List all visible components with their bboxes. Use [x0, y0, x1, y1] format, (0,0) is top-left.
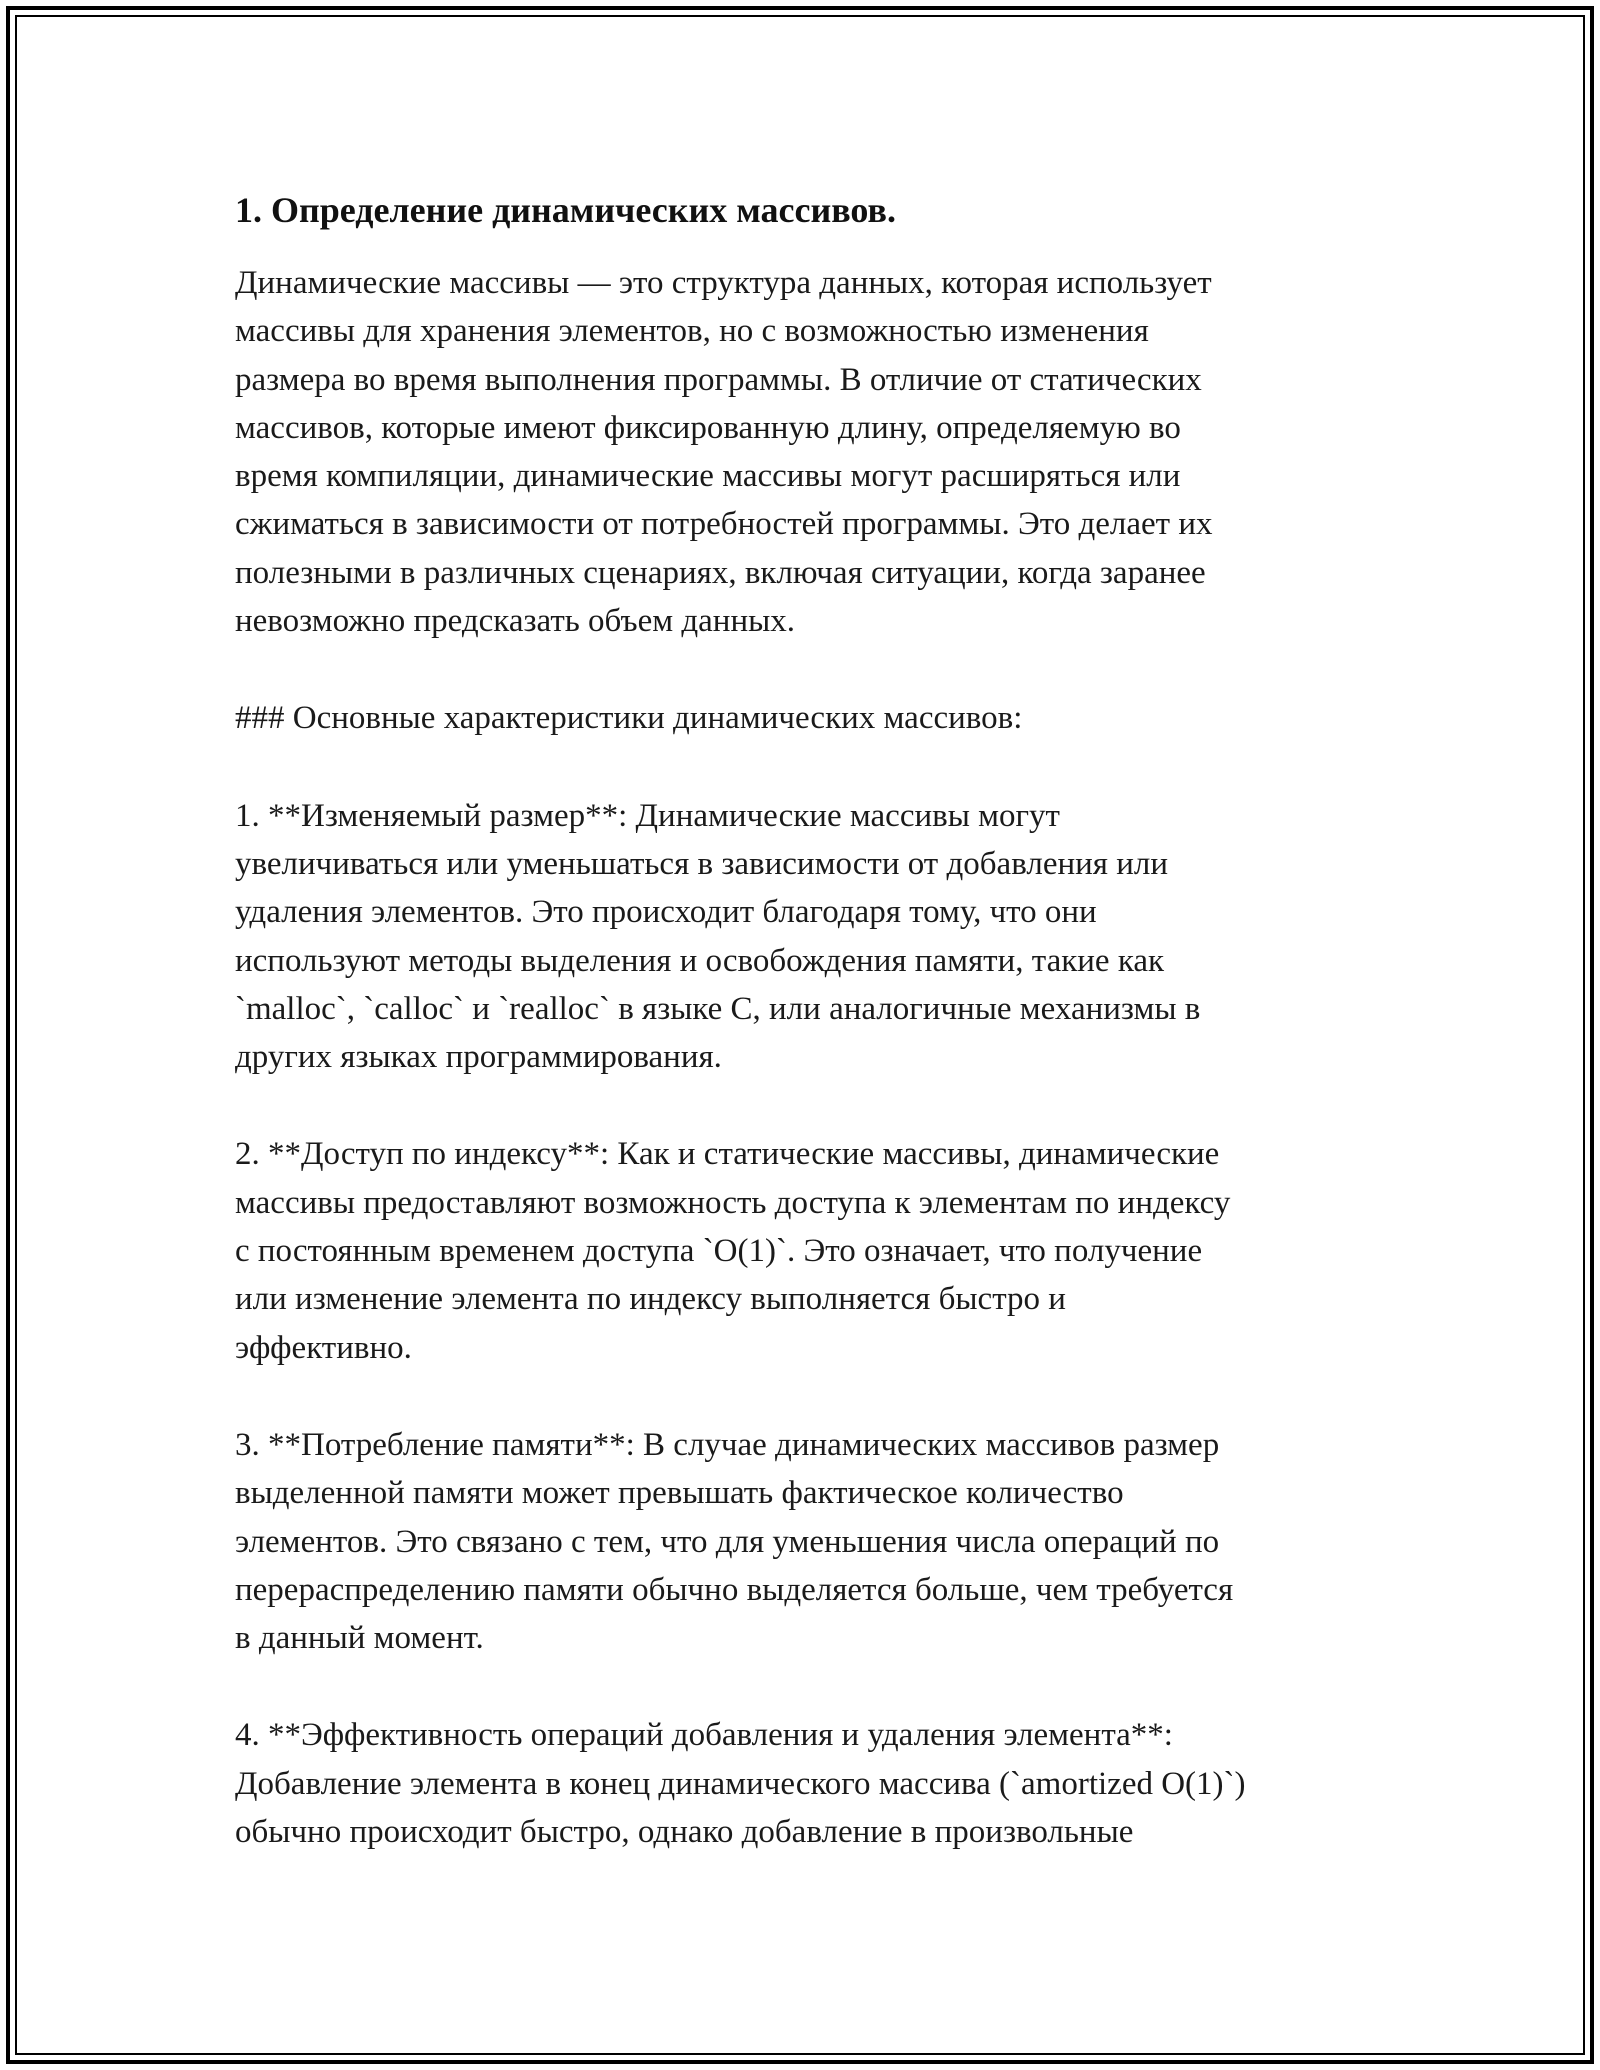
text-line: перераспределению памяти обычно выделяется больше, чем требуется [235, 1571, 1234, 1608]
list-item-index-access [235, 1130, 1385, 1371]
document-body [235, 186, 1385, 1905]
text-line: массивы для хранения элементов, но с возможностью изменения [235, 313, 1149, 350]
text-line: полезными в различных сценариях, включая ситуации, когда заранее [235, 554, 1206, 591]
subheading-paragraph [235, 694, 1385, 742]
text-line: массивы предоставляют возможность доступа к элементам по индексу [235, 1184, 1231, 1221]
text-line: или изменение элемента по индексу выполняется быстро и [235, 1281, 1066, 1318]
list-item-memory-usage [235, 1421, 1385, 1662]
text-line: в данный момент. [235, 1620, 484, 1657]
text-line: увеличиваться или уменьшаться в зависимости от добавления или [235, 845, 1169, 882]
text-line: элементов. Это связано с тем, что для уменьшения числа операций по [235, 1523, 1220, 1560]
text-line: размера во время выполнения программы. В отличие от статических [235, 361, 1202, 398]
intro-paragraph [235, 259, 1385, 645]
text-line: эффективно. [235, 1329, 412, 1366]
text-line: используют методы выделения и освобождения памяти, такие как [235, 942, 1165, 979]
text-line: 1. **Изменяемый размер**: Динамические массивы могут [235, 797, 1060, 834]
text-line: `malloc`, `calloc` и `realloc` в языке C, или аналогичные механизмы в [235, 990, 1201, 1027]
text-line: выделенной памяти может превышать фактическое количество [235, 1475, 1124, 1512]
list-item-resizable [235, 792, 1385, 1082]
text-line: удаления элементов. Это происходит благодаря тому, что они [235, 894, 1097, 931]
text-line: других языках программирования. [235, 1039, 722, 1076]
text-line: 2. **Доступ по индексу**: Как и статические массивы, динамические [235, 1136, 1220, 1173]
text-line: невозможно предсказать объем данных. [235, 603, 796, 640]
text-line: сжиматься в зависимости от потребностей программы. Это делает их [235, 506, 1213, 543]
text-line: обычно происходит быстро, однако добавление в произвольные [235, 1814, 1134, 1851]
section-heading: 1. Определение динамических массивов. [235, 190, 896, 230]
text-line: время компиляции, динамические массивы могут расширяться или [235, 458, 1181, 495]
text-line: с постоянным временем доступа `O(1)`. Это означает, что получение [235, 1233, 1203, 1270]
text-line: Добавление элемента в конец динамического массива (`amortized O(1)`) [235, 1765, 1246, 1802]
text-line: 4. **Эффективность операций добавления и удаления элемента**: [235, 1717, 1173, 1754]
text-line: ### Основные характеристики динамических массивов: [235, 700, 1023, 737]
text-line: Динамические массивы — это структура данных, которая использует [235, 265, 1212, 301]
text-line: 3. **Потребление памяти**: В случае динамических массивов размер [235, 1426, 1220, 1463]
list-item-operation-efficiency [235, 1711, 1385, 1856]
text-line: массивов, которые имеют фиксированную длину, определяемую во [235, 409, 1181, 446]
